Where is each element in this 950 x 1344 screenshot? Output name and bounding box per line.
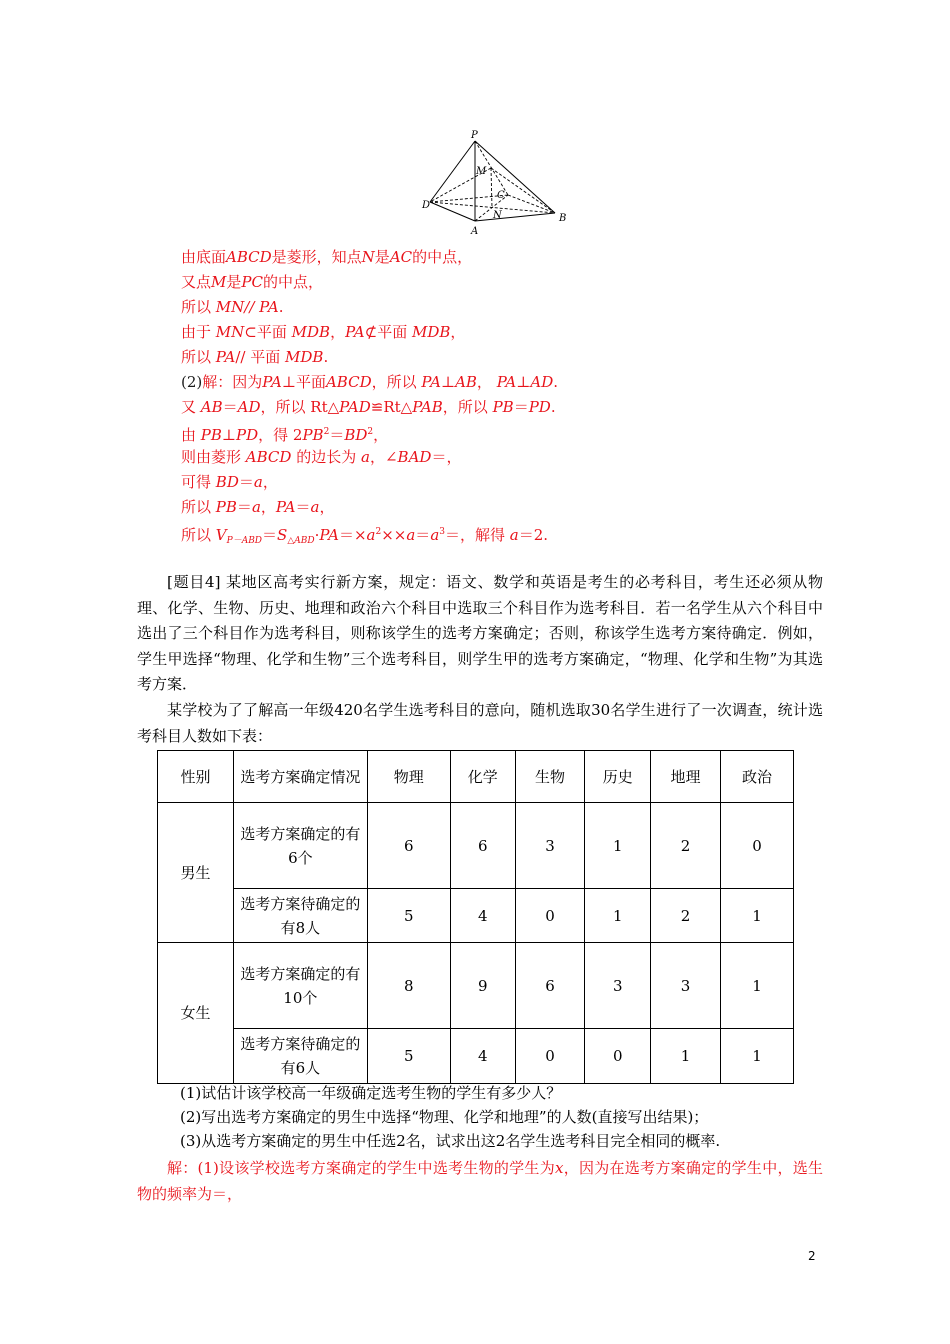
label-m: M [476, 166, 487, 177]
table-cell: 0 [720, 803, 793, 889]
table-cell: 6 [367, 803, 450, 889]
table-cell: 4 [450, 889, 515, 943]
table-row [158, 943, 794, 1029]
status-cell: 选考方案确定的有6个 [234, 803, 367, 889]
edge-da [430, 202, 475, 221]
table-cell: 1 [720, 1029, 793, 1084]
question-1: (1)试估计该学校高一年级确定选考生物的学生有多少人？ [180, 1084, 562, 1102]
table-cell: 8 [367, 943, 450, 1029]
solution-line-4: 由于 MN⊂平面 MDB，PA⊄平面 MDB， [181, 323, 466, 341]
answer-paragraph: 解：(1)设该学校选考方案确定的学生中选考生物的学生为x，因为在选考方案确定的学生中，选生物的频率为＝， [137, 1159, 823, 1203]
solution-line-1: 由底面ABCD是菱形，知点N是AC的中点， [181, 248, 473, 266]
edge-pb [475, 141, 555, 213]
table-cell: 0 [585, 1029, 651, 1084]
table-header: 地理 [651, 751, 721, 803]
edge-pd [430, 141, 475, 202]
solution-line-3: 所以 MN// PA. [181, 298, 284, 316]
table-cell: 0 [515, 1029, 585, 1084]
table-row [158, 889, 794, 943]
table-cell: 1 [720, 943, 793, 1029]
label-n: N [493, 210, 502, 221]
solution-line-11: 所以 PB＝a，PA＝a， [181, 498, 335, 516]
table-cell: 6 [450, 803, 515, 889]
table-cell: 6 [515, 943, 585, 1029]
label-a: A [471, 226, 479, 237]
table-header: 化学 [450, 751, 515, 803]
table-cell: 2 [651, 803, 721, 889]
edge-ab [475, 213, 555, 221]
table-row [158, 803, 794, 889]
pyramid-figure [420, 128, 575, 238]
table-cell: 1 [651, 1029, 721, 1084]
gender-cell: 男生 [158, 803, 234, 943]
table-cell: 5 [367, 1029, 450, 1084]
table-header: 生物 [515, 751, 585, 803]
table-header: 历史 [585, 751, 651, 803]
table-cell: 9 [450, 943, 515, 1029]
status-cell: 选考方案待确定的有8人 [234, 889, 367, 943]
solution-line-6: (2)解：因为PA⊥平面ABCD，所以 PA⊥AB， PA⊥AD. [181, 373, 559, 391]
table-cell: 1 [585, 803, 651, 889]
solution-line-10: 可得 BD＝a， [181, 473, 278, 491]
problem-4-statement: [题目4] 某地区高考实行新方案，规定：语文、数学和英语是考生的必考科目，考生还必须从物理、化学、生物、历史、地理和政治六个科目中选取三个科目作为选考科目．若一名学生从六个科目中选出了三个科目作为选考科目，则称该学生的选考方案确定；否则，称该学生选考方案待确定．例如，学生甲选择“物理、化学和生物”三个选考科目，则学生甲的选考方案确定，“物理、化学和生物”为其选考方案． [137, 573, 823, 693]
table-header-row [158, 751, 794, 803]
table-cell: 3 [585, 943, 651, 1029]
survey-table [157, 750, 794, 1084]
table-cell: 4 [450, 1029, 515, 1084]
table-cell: 0 [515, 889, 585, 943]
table-header: 物理 [367, 751, 450, 803]
table-header: 选考方案确定情况 [234, 751, 367, 803]
table-cell: 3 [515, 803, 585, 889]
table-cell: 2 [651, 889, 721, 943]
table-cell: 1 [585, 889, 651, 943]
table-cell: 5 [367, 889, 450, 943]
problem-4-survey-intro: 某学校为了了解高一年级420名学生选考科目的意向，随机选取30名学生进行了一次调查，统计选考科目人数如下表： [137, 701, 823, 745]
question-2: (2)写出选考方案确定的男生中选择“物理、化学和地理”的人数(直接写出结果)； [180, 1108, 709, 1126]
label-c: C [497, 190, 505, 201]
solution-line-8: 由 PB⊥PD，得 $2PB^2=BD^2$， [181, 426, 389, 444]
gender-cell: 女生 [158, 943, 234, 1084]
label-p: P [471, 130, 478, 141]
table-header: 政治 [720, 751, 793, 803]
table-cell: 3 [651, 943, 721, 1029]
solution-line-12: 所以 $V_{P-ABD}=S_{\triangle ABD}\cdot PA=\times a^2\times\times a=a^3=$，解得 a＝2. [181, 526, 549, 546]
status-cell: 选考方案确定的有10个 [234, 943, 367, 1029]
edge-cb [508, 195, 555, 213]
label-d: D [422, 200, 431, 211]
table-row [158, 1029, 794, 1084]
label-b: B [559, 213, 567, 224]
table-header: 性别 [158, 751, 234, 803]
solution-line-5: 所以 PA// 平面 MDB. [181, 348, 329, 366]
answer-lead: 解： [167, 1159, 198, 1177]
solution-line-7: 又 AB＝AD，所以 Rt△PAD≌Rt△PAB，所以 PB＝PD. [181, 398, 556, 416]
solution-line-2: 又点M是PC的中点， [181, 273, 323, 291]
table-cell: 1 [720, 889, 793, 943]
status-cell: 选考方案待确定的有6人 [234, 1029, 367, 1084]
page-number: 2 [808, 1249, 816, 1263]
question-3: (3)从选考方案确定的男生中任选2名，试求出这2名学生选考科目完全相同的概率. [180, 1132, 721, 1150]
solution-line-9: 则由菱形 ABCD 的边长为 a，∠BAD＝， [181, 448, 462, 466]
segment-mn [491, 168, 492, 208]
